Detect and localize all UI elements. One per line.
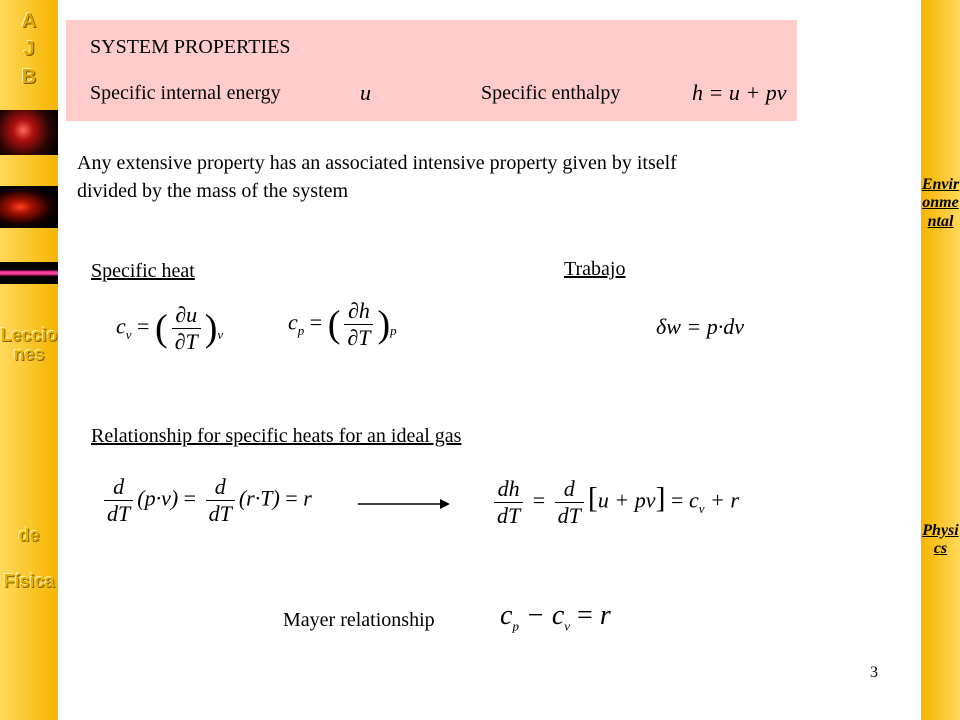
cv-formula: $c_v$ = ( $\frac{\partial u}{\partial T}$ )$_v$	[116, 302, 224, 354]
intro-paragraph-line: divided by the mass of the system	[77, 180, 349, 202]
intro-paragraph-line: Any extensive property has an associated intensive property given by itself	[77, 152, 677, 174]
lab-photo	[0, 262, 58, 284]
ideal-gas-heading: Relationship for specific heats for an ideal gas	[91, 425, 462, 447]
ideal-gas-eq2: $\frac{dh}{dT}$ = $\frac{d}{dT}$ $[u + pv] = c_v + r$	[490, 476, 739, 529]
mayer-formula: $c_p - c_v = r$	[500, 600, 611, 634]
ideal-gas-eq1: $\frac{d}{dT}$ (p·v) = $\frac{d}{dT}$ (r·T) = r	[100, 474, 312, 527]
mayer-label: Mayer relationship	[283, 609, 435, 631]
logo-letter: J	[23, 38, 35, 60]
enthalpy-label: Specific enthalpy	[481, 82, 621, 104]
sidebar-vertical-text-de: de	[18, 525, 40, 545]
lab-photo	[0, 186, 58, 228]
sidebar-vertical-text-lecciones: Lecciones	[0, 325, 58, 364]
specific-heat-heading: Specific heat	[91, 260, 195, 282]
cp-formula: $c_p$ = ( $\frac{\partial h}{\partial T}$ )$_p$	[288, 298, 397, 350]
logo-letter: A	[21, 10, 37, 32]
section-title: SYSTEM PROPERTIES	[90, 36, 291, 58]
enthalpy-formula: h = u + pv	[692, 80, 787, 105]
lab-photo	[0, 110, 58, 155]
right-sidebar	[921, 0, 960, 720]
logo-letter: B	[21, 66, 37, 88]
sidebar-vertical-text-fisica: Física	[3, 571, 55, 591]
sidebar-vertical-text-physics: Physics	[922, 522, 959, 558]
page-number: 3	[870, 664, 878, 681]
work-formula: δw = p·dv	[656, 314, 745, 339]
trabajo-heading: Trabajo	[564, 258, 626, 280]
internal-energy-label: Specific internal energy	[90, 82, 281, 104]
left-sidebar	[0, 0, 58, 720]
internal-energy-symbol: u	[360, 80, 371, 105]
sidebar-vertical-text-environmental: Environmental	[921, 176, 960, 230]
arrow-right-icon	[356, 496, 452, 512]
